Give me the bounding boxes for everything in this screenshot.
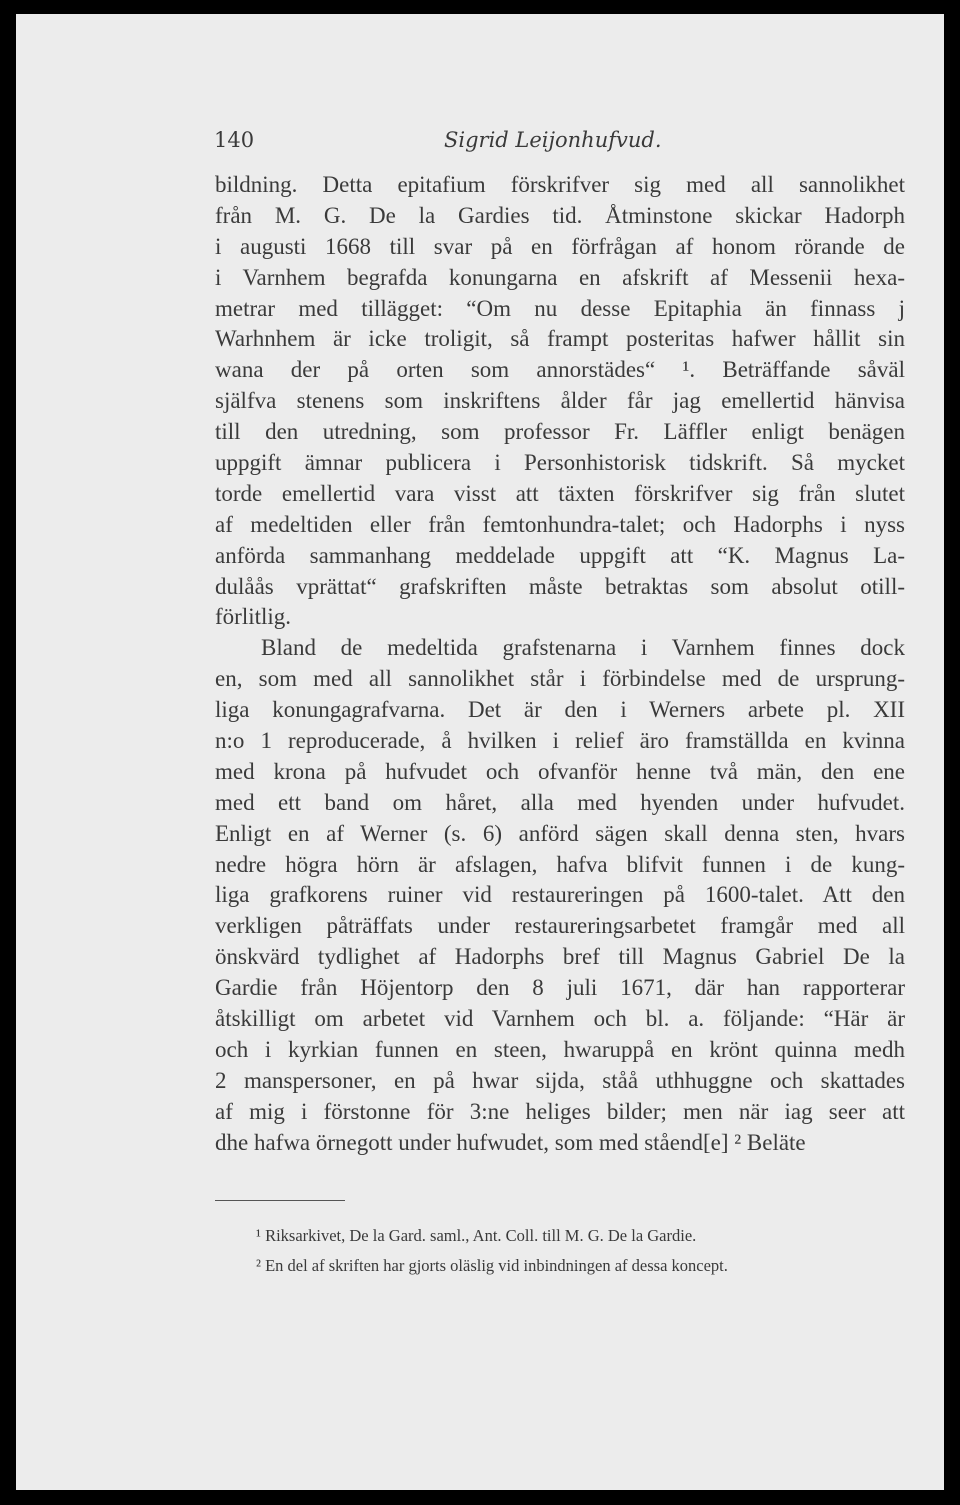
text-line: liga grafkorens ruiner vid restaureringen på 1600-talet. Att den: [215, 882, 905, 908]
text-line: med krona på hufvudet och ofvanför henne två män, den ene: [215, 758, 905, 784]
text-line: åtskilligt om arbetet vid Varnhem och bl. a. följande: “Här är: [215, 1006, 905, 1032]
text-line: själfva stenens som inskriftens ålder får jag emellertid hänvisa: [215, 388, 905, 414]
page-header: [214, 128, 896, 162]
footnote: ² En del af skriften har gjorts oläslig vid inbindningen af dessa koncept.: [256, 1256, 728, 1275]
text-line: Gardie från Höjentorp den 8 juli 1671, där han rapporterar: [215, 975, 905, 1001]
footnotes: [256, 1221, 906, 1281]
text-line: n:o 1 reproducerade, å hvilken i relief äro framställda en kvinna: [215, 728, 905, 754]
text-line: till den utredning, som professor Fr. Läffler enligt benägen: [215, 419, 905, 445]
text-line: bildning. Detta epitafium förskrifver sig med all sannolikhet: [215, 172, 905, 197]
text-line: nedre högra hörn är afslagen, hafva blifvit funnen i de kung-: [215, 851, 905, 877]
text-line: Enligt en af Werner (s. 6) anförd sägen skall denna sten, hvars: [215, 820, 905, 846]
text-line: af mig i förstonne för 3:ne heliges bilder; men när iag seer att: [215, 1098, 905, 1124]
text-line: verkligen påträffats under restaureringsarbetet framgår med all: [215, 913, 905, 939]
text-line: dhe hafwa örnegott under hufwudet, som med ståend[e] ² Beläte: [215, 1129, 806, 1155]
footnote: ¹ Riksarkivet, De la Gard. saml., Ant. Coll. till M. G. De la Gardie.: [256, 1226, 697, 1245]
text-line: metrar med tillägget: “Om nu desse Epitaphia än finnass j: [215, 295, 905, 321]
text-line: en, som med all sannolikhet står i förbindelse med de ursprung-: [215, 666, 905, 692]
text-line: uppgift ämnar publicera i Personhistorisk tidskrift. Så mycket: [215, 450, 905, 476]
book-page: [16, 14, 944, 1490]
text-line: af medeltiden eller från femtonhundra-talet; och Hadorphs i nyss: [215, 511, 905, 537]
running-title: Sigrid Leijonhufvud.: [444, 128, 662, 152]
text-line: i Varnhem begrafda konungarna en afskrift af Messenii hexa-: [215, 264, 905, 290]
text-line: Warhnhem är icke troligit, så frampt posteritas hafwer hållit sin: [215, 326, 905, 352]
text-line: wana der på orten som annorstädes“ ¹. Beträffande såväl: [215, 357, 905, 383]
body-text: [215, 170, 905, 1159]
text-line: 2 manspersoner, en på hwar sijda, ståå uthhuggne och skattades: [215, 1067, 905, 1093]
text-line: förlitlig.: [215, 604, 292, 630]
text-line: liga konungagrafvarna. Det är den i Werners arbete pl. XII: [215, 697, 905, 723]
text-line: önskvärd tydlighet af Hadorphs bref till Magnus Gabriel De la: [215, 944, 905, 970]
text-line: och i kyrkian funnen en steen, hwaruppå en krönt quinna medh: [215, 1036, 905, 1062]
page-number: 140: [214, 128, 255, 152]
footnote-rule: [215, 1200, 345, 1201]
text-line: med ett band om håret, alla med hyenden under hufvudet.: [215, 789, 905, 815]
text-line: Bland de medeltida grafstenarna i Varnhem finnes dock: [261, 635, 905, 661]
text-line: dulåås vprättat“ grafskriften måste betraktas som absolut otill-: [215, 573, 905, 599]
text-line: torde emellertid vara visst att täxten förskrifver sig från slutet: [215, 480, 905, 506]
text-line: i augusti 1668 till svar på en förfrågan af honom rörande de: [215, 233, 905, 259]
text-line: från M. G. De la Gardies tid. Åtminstone skickar Hadorph: [215, 202, 905, 228]
text-line: anförda sammanhang meddelade uppgift att “K. Magnus La-: [215, 542, 905, 568]
